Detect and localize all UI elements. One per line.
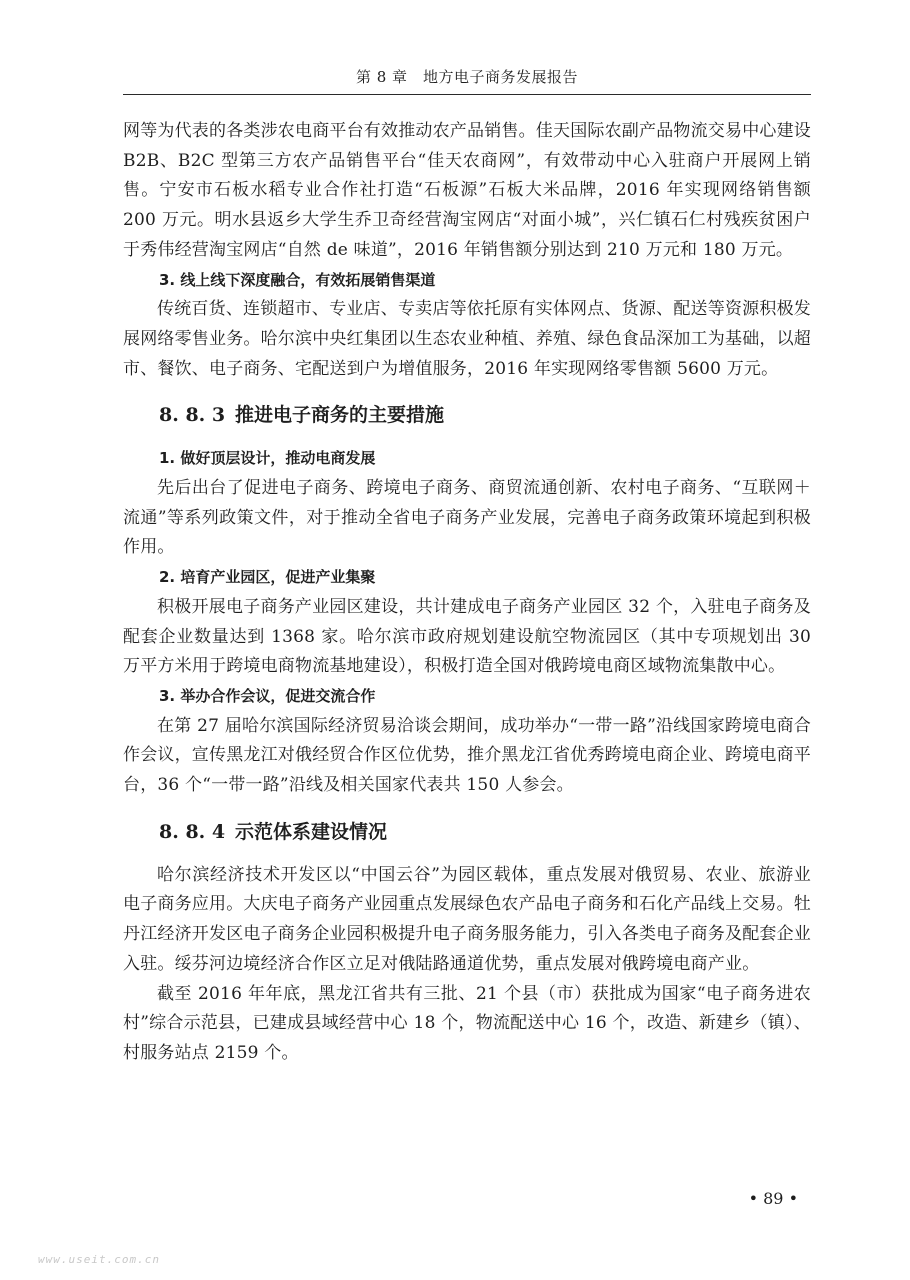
watermark: www.useit.com.cn bbox=[38, 1253, 160, 1266]
paragraph-demo-zones: 哈尔滨经济技术开发区以“中国云谷”为园区载体，重点发展对俄贸易、农业、旅游业电子商务应用。大庆电子商务产业园重点发展绿色农产品电子商务和石化产品线上交易。牡丹江经济开发区电子商务企业园积极提升电子商务服务能力，引入各类电子商务及配套企业入驻。绥芬河边境经济合作区立足对俄陆路通道优势，重点发展对俄跨境电商产业。 bbox=[123, 864, 811, 974]
section-title: 推进电子商务的主要措施 bbox=[235, 404, 445, 427]
subheading-top-level-design: 1. 做好顶层设计，推动电商发展 bbox=[159, 449, 376, 468]
subheading-online-offline: 3. 线上线下深度融合，有效拓展销售渠道 bbox=[159, 270, 436, 289]
page-number: • 89 • bbox=[748, 1189, 798, 1208]
paragraph-parks: 积极开展电子商务产业园区建设，共计建成电子商务产业园区 32 个，入驻电子商务及配套企业数量达到 1368 家。哈尔滨市政府规划建设航空物流园区（其中专项规划出 30 万平方米用于跨境电商物流基地建设），积极打造全国对俄跨境电商区域物流集散中心。 bbox=[123, 596, 811, 677]
paragraph-rural-demo: 截至 2016 年年底，黑龙江省共有三批、21 个县（市）获批成为国家“电子商务进农村”综合示范县，已建成县域经营中心 18 个，物流配送中心 16 个，改造、新建乡（镇）、村服务站点 2159 个。 bbox=[123, 983, 811, 1063]
section-number: 8. 8. 4 bbox=[159, 820, 226, 843]
subheading-cooperation-meetings: 3. 举办合作会议，促进交流合作 bbox=[159, 686, 376, 705]
section-heading-8-8-4 bbox=[123, 817, 811, 847]
subheading-industrial-parks: 2. 培育产业园区，促进产业集聚 bbox=[159, 568, 376, 587]
running-header: 第 8 章 地方电子商务发展报告 bbox=[355, 68, 579, 86]
paragraph-policy: 先后出台了促进电子商务、跨境电子商务、商贸流通创新、农村电子商务、“互联网＋流通”等系列政策文件，对于推动全省电子商务产业发展，完善电子商务政策环境起到积极作用。 bbox=[123, 478, 811, 558]
section-heading-8-8-3 bbox=[123, 400, 811, 430]
section-number: 8. 8. 3 bbox=[159, 404, 226, 427]
paragraph-retail: 传统百货、连锁超市、专业店、专卖店等依托原有实体网点、货源、配送等资源积极发展网络零售业务。哈尔滨中央红集团以生态农业种植、养殖、绿色食品深加工为基础，以超市、餐饮、电子商务、宅配送到户为增值服务，2016 年实现网络零售额 5600 万元。 bbox=[123, 299, 811, 379]
paragraph-meetings: 在第 27 届哈尔滨国际经济贸易洽谈会期间，成功举办“一带一路”沿线国家跨境电商合作会议，宣传黑龙江对俄经贸合作区位优势，推介黑龙江省优秀跨境电商企业、跨境电商平台，36 个“一带一路”沿线及相关国家代表共 150 人参会。 bbox=[123, 715, 811, 796]
section-title: 示范体系建设情况 bbox=[235, 820, 388, 843]
paragraph-continued: 网等为代表的各类涉农电商平台有效推动农产品销售。佳天国际农副产品物流交易中心建设 B2B、B2C 型第三方农产品销售平台“佳天农商网”，有效带动中心入驻商户开展网上销售。宁安市石板水稻专业合作社打造“石板源”石板大米品牌，2016 年实现网络销售额 200 万元。明水县返乡大学生乔卫奇经营淘宝网店“对面小城”，兴仁镇石仁村残疾贫困户于秀伟经营淘宝网店“自然 de 味道”，2016 年销售额分别达到 210 万元和 180 万元。 bbox=[123, 121, 811, 260]
page-body bbox=[123, 117, 811, 1069]
header-rule bbox=[123, 94, 811, 95]
